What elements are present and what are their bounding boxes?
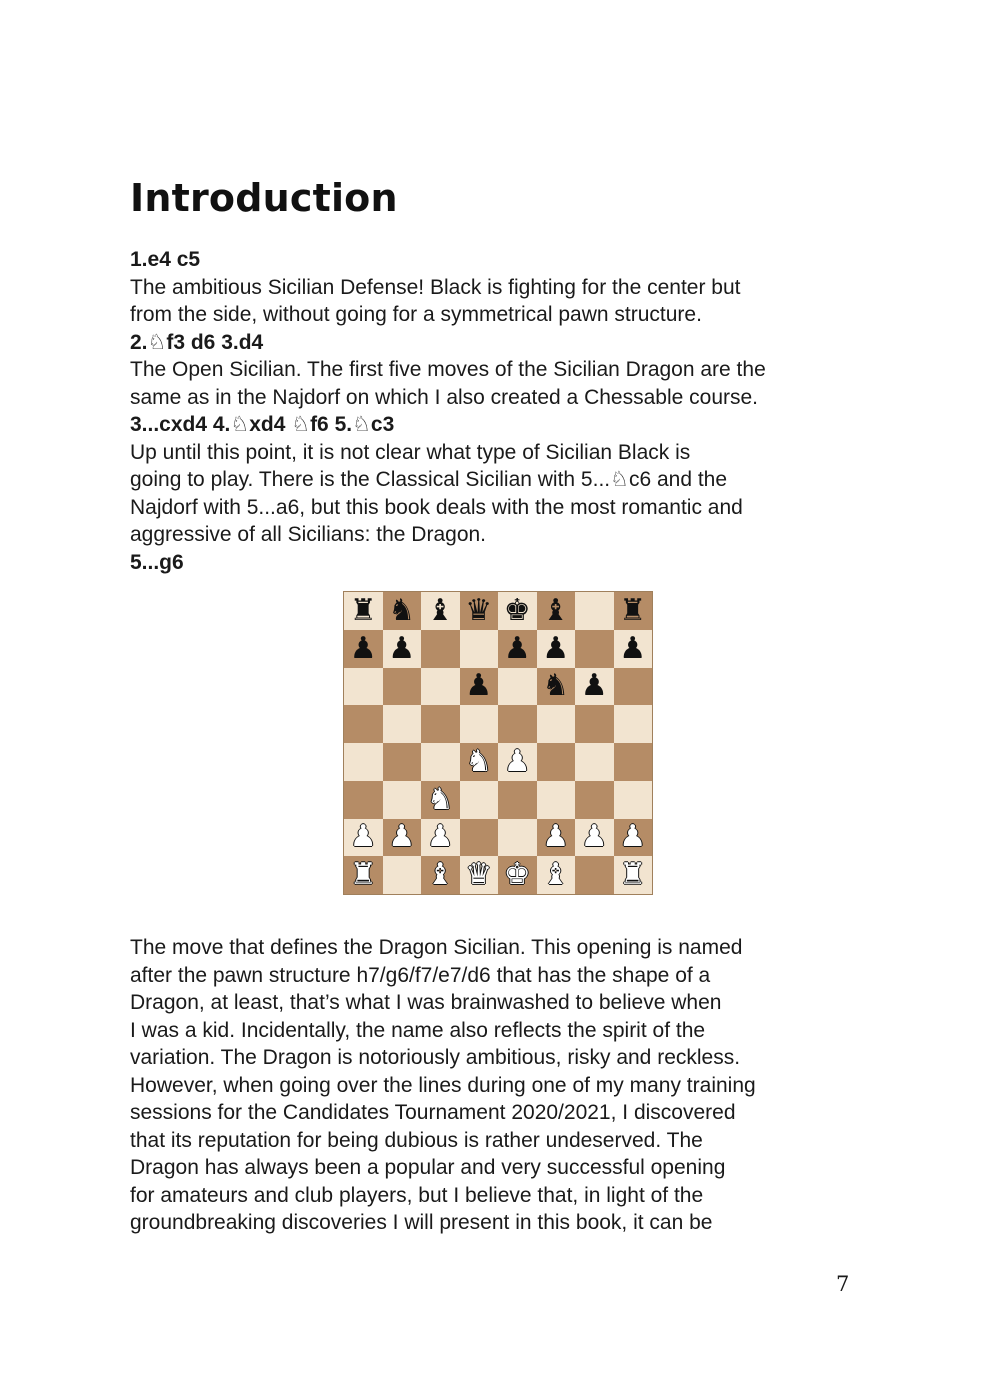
white-pawn-icon: ♟ bbox=[580, 819, 608, 855]
board-square bbox=[460, 705, 499, 743]
white-king-icon: ♚ bbox=[503, 857, 531, 893]
paragraph-line: that its reputation for being dubious is rather undeserved. The bbox=[130, 1128, 703, 1152]
white-rook-icon: ♜ bbox=[619, 857, 647, 893]
board-square bbox=[421, 592, 460, 630]
board-square bbox=[498, 668, 537, 706]
chess-board-diagram bbox=[343, 591, 653, 895]
board-square bbox=[614, 630, 653, 668]
board-square bbox=[421, 819, 460, 857]
board-square bbox=[614, 705, 653, 743]
black-pawn-icon: ♟ bbox=[388, 630, 416, 666]
black-king-icon: ♚ bbox=[503, 592, 531, 628]
board-square bbox=[344, 743, 383, 781]
board-square bbox=[575, 819, 614, 857]
board-square bbox=[460, 668, 499, 706]
paragraph-line: Dragon, at least, that’s what I was brainwashed to believe when bbox=[130, 991, 722, 1014]
board-square bbox=[421, 856, 460, 894]
board-square bbox=[537, 592, 576, 630]
board-square bbox=[575, 781, 614, 819]
board-square bbox=[575, 592, 614, 630]
board-square bbox=[537, 743, 576, 781]
board-square bbox=[383, 592, 422, 630]
commentary-line: The ambitious Sicilian Defense! Black is fighting for the center but bbox=[130, 275, 741, 299]
board-square bbox=[575, 668, 614, 706]
board-square bbox=[537, 668, 576, 706]
white-pawn-icon: ♟ bbox=[503, 743, 531, 779]
board-square bbox=[383, 705, 422, 743]
board-square bbox=[344, 781, 383, 819]
page-number: 7 bbox=[836, 1272, 850, 1296]
paragraph-line: Dragon has always been a popular and very successful opening bbox=[130, 1156, 726, 1179]
board-square bbox=[575, 743, 614, 781]
paragraph-line: sessions for the Candidates Tournament 2020/2021, I discovered bbox=[130, 1101, 736, 1124]
board-square bbox=[421, 705, 460, 743]
intro-moves-block bbox=[130, 246, 870, 576]
commentary-line: The Open Sicilian. The first five moves of the Sicilian Dragon are the bbox=[130, 358, 766, 381]
commentary-line: Najdorf with 5...a6, but this book deals with the most romantic and bbox=[130, 495, 743, 519]
board-square bbox=[460, 592, 499, 630]
dragon-explanation-paragraph bbox=[130, 934, 870, 1237]
board-square bbox=[498, 819, 537, 857]
black-pawn-icon: ♟ bbox=[503, 630, 531, 666]
commentary-line: from the side, without going for a symmetrical pawn structure. bbox=[130, 303, 702, 326]
board-square bbox=[460, 781, 499, 819]
board-square bbox=[614, 668, 653, 706]
board-square bbox=[614, 781, 653, 819]
board-square bbox=[383, 668, 422, 706]
commentary-line: Up until this point, it is not clear what type of Sicilian Black is bbox=[130, 440, 691, 464]
board-square bbox=[344, 630, 383, 668]
board-square bbox=[498, 743, 537, 781]
commentary-line: aggressive of all Sicilians: the Dragon. bbox=[130, 523, 487, 546]
white-pawn-icon: ♟ bbox=[426, 819, 454, 855]
commentary-line: same as in the Najdorf on which I also created a Chessable course. bbox=[130, 385, 759, 409]
white-pawn-icon: ♟ bbox=[388, 819, 416, 855]
white-bishop-icon: ♝ bbox=[542, 857, 570, 893]
board-square bbox=[537, 705, 576, 743]
paragraph-line: variation. The Dragon is notoriously ambitious, risky and reckless. bbox=[130, 1046, 741, 1069]
board-square bbox=[344, 668, 383, 706]
move-notation: 1.e4 c5 bbox=[130, 248, 201, 271]
black-pawn-icon: ♟ bbox=[580, 668, 608, 704]
board-square bbox=[383, 743, 422, 781]
paragraph-line: after the pawn structure h7/g6/f7/e7/d6 that has the shape of a bbox=[130, 963, 711, 987]
board-square bbox=[421, 630, 460, 668]
commentary-line: going to play. There is the Classical Sicilian with 5...♘c6 and the bbox=[130, 468, 728, 491]
board-square bbox=[460, 856, 499, 894]
board-square bbox=[537, 819, 576, 857]
black-pawn-icon: ♟ bbox=[619, 630, 647, 666]
black-rook-icon: ♜ bbox=[619, 592, 647, 628]
black-knight-icon: ♞ bbox=[388, 592, 416, 628]
board-square bbox=[575, 856, 614, 894]
board-square bbox=[383, 630, 422, 668]
board-square bbox=[344, 856, 383, 894]
board-square bbox=[421, 781, 460, 819]
board-square bbox=[575, 705, 614, 743]
board-square bbox=[383, 781, 422, 819]
board-square bbox=[421, 743, 460, 781]
board-square bbox=[460, 819, 499, 857]
board-square bbox=[614, 592, 653, 630]
paragraph-line: The move that defines the Dragon Sicilian. This opening is named bbox=[130, 936, 743, 959]
paragraph-line: However, when going over the lines during one of my many training bbox=[130, 1073, 756, 1097]
board-square bbox=[575, 630, 614, 668]
board-square bbox=[421, 668, 460, 706]
board-square bbox=[344, 592, 383, 630]
board-square bbox=[537, 781, 576, 819]
page-title: Introduction bbox=[130, 176, 398, 220]
board-square bbox=[383, 856, 422, 894]
board-square bbox=[537, 630, 576, 668]
paragraph-line: groundbreaking discoveries I will present in this book, it can be bbox=[130, 1211, 713, 1234]
move-notation: 3...cxd4 4.♘xd4 ♘f6 5.♘c3 bbox=[130, 413, 395, 436]
board-square bbox=[498, 705, 537, 743]
black-bishop-icon: ♝ bbox=[426, 592, 454, 628]
white-rook-icon: ♜ bbox=[349, 857, 377, 893]
board-square bbox=[498, 781, 537, 819]
board-square bbox=[614, 819, 653, 857]
move-notation: 2.♘f3 d6 3.d4 bbox=[130, 330, 264, 354]
board-square bbox=[498, 856, 537, 894]
black-knight-icon: ♞ bbox=[542, 668, 570, 704]
board-square bbox=[460, 630, 499, 668]
white-bishop-icon: ♝ bbox=[426, 857, 454, 893]
black-bishop-icon: ♝ bbox=[542, 592, 570, 628]
board-square bbox=[383, 819, 422, 857]
board-square bbox=[344, 819, 383, 857]
white-pawn-icon: ♟ bbox=[542, 819, 570, 855]
black-pawn-icon: ♟ bbox=[349, 630, 377, 666]
board-square bbox=[344, 705, 383, 743]
board-square bbox=[614, 743, 653, 781]
white-knight-icon: ♞ bbox=[465, 743, 493, 779]
black-rook-icon: ♜ bbox=[349, 592, 377, 628]
board-square bbox=[460, 743, 499, 781]
paragraph-line: I was a kid. Incidentally, the name also reflects the spirit of the bbox=[130, 1018, 706, 1042]
white-knight-icon: ♞ bbox=[426, 781, 454, 817]
black-pawn-icon: ♟ bbox=[542, 630, 570, 666]
board-square bbox=[498, 592, 537, 630]
paragraph-line: for amateurs and club players, but I believe that, in light of the bbox=[130, 1183, 704, 1207]
board-square bbox=[614, 856, 653, 894]
white-pawn-icon: ♟ bbox=[349, 819, 377, 855]
board-square bbox=[498, 630, 537, 668]
board-square bbox=[537, 856, 576, 894]
move-notation: 5...g6 bbox=[130, 550, 184, 574]
black-pawn-icon: ♟ bbox=[465, 668, 493, 704]
white-queen-icon: ♛ bbox=[465, 857, 493, 893]
black-queen-icon: ♛ bbox=[465, 592, 493, 628]
white-pawn-icon: ♟ bbox=[619, 819, 647, 855]
